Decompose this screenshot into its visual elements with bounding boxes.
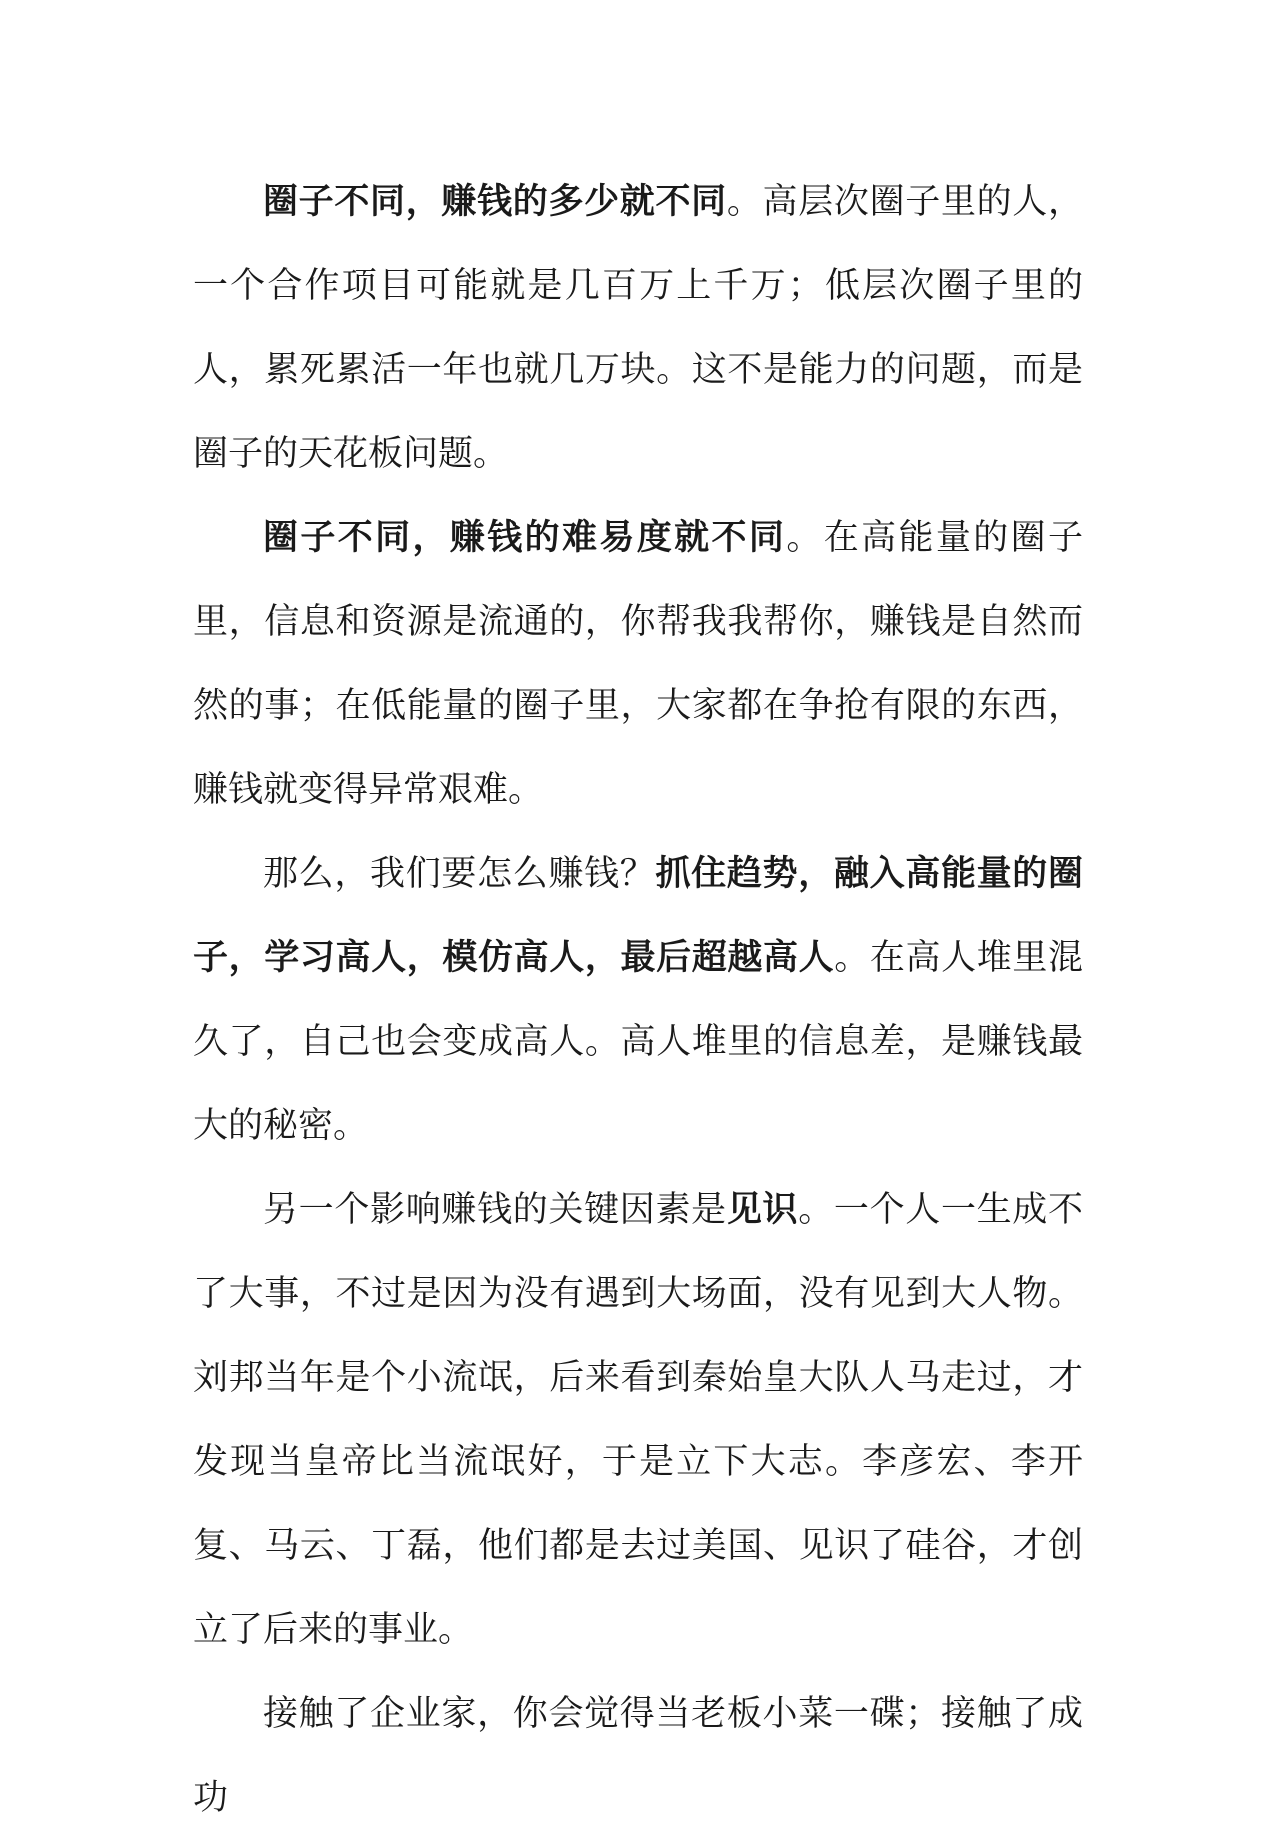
paragraph-4: [193, 1168, 1083, 1672]
document-body: [193, 160, 1083, 1840]
paragraph-text: 那么，我们要怎么赚钱？: [263, 854, 656, 894]
bold-phrase: 见识: [726, 1190, 799, 1230]
bold-phrase: 圈子不同，赚钱的多少就不同: [263, 182, 727, 222]
paragraph-text: 接触了企业家，你会觉得当老板小菜一碟；接触了成功: [193, 1694, 1083, 1818]
paragraph-1: [193, 160, 1083, 496]
paragraph-2: [193, 496, 1083, 832]
paragraph-text: 。高层次圈子里的人，一个合作项目可能就是几百万上千万；低层次圈子里的人，累死累活一年也就几万块。这不是能力的问题，而是圈子的天花板问题。: [193, 182, 1083, 474]
paragraph-text: 另一个影响赚钱的关键因素是: [263, 1190, 727, 1230]
paragraph-text: 。在高能量的圈子里，信息和资源是流通的，你帮我我帮你，赚钱是自然而然的事；在低能量的圈子里，大家都在争抢有限的东西，赚钱就变得异常艰难。: [193, 518, 1083, 810]
paragraph-text: 。在高人堆里混久了，自己也会变成高人。高人堆里的信息差，是赚钱最大的秘密。: [193, 938, 1083, 1146]
paragraph-5: [193, 1672, 1083, 1840]
bold-phrase: 抓住趋势，融入高能量的圈子，学习高人，模仿高人，最后超越高人: [193, 854, 1083, 978]
paragraph-text: 。一个人一生成不了大事，不过是因为没有遇到大场面，没有见到大人物。刘邦当年是个小流氓，后来看到秦始皇大队人马走过，才发现当皇帝比当流氓好，于是立下大志。李彦宏、李开复、马云、丁磊，他们都是去过美国、见识了硅谷，才创立了后来的事业。: [193, 1190, 1083, 1650]
paragraph-3: [193, 832, 1083, 1168]
bold-phrase: 圈子不同，赚钱的难易度就不同: [263, 518, 787, 558]
